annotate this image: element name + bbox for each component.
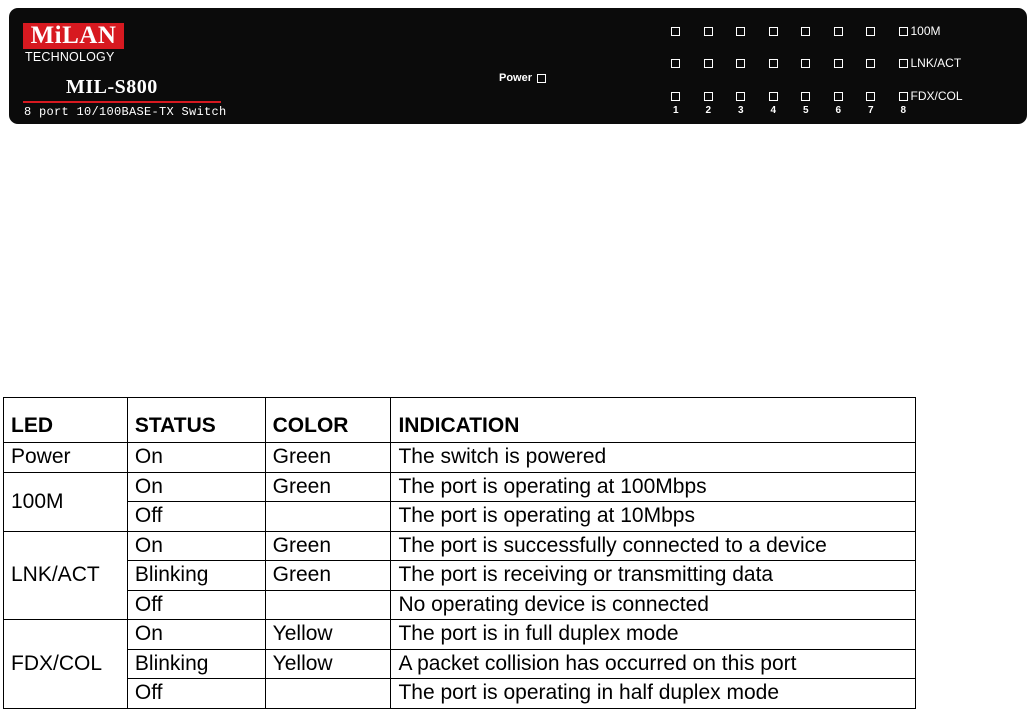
model-name: MIL-S800	[66, 76, 158, 98]
color-cell: Yellow	[265, 649, 391, 679]
indication-cell: The port is receiving or transmitting data	[391, 561, 916, 591]
status-cell: On	[127, 531, 265, 561]
led-row-lnk-act	[671, 56, 961, 70]
port-number: 5	[803, 105, 809, 116]
led-icon	[704, 92, 713, 101]
color-cell: Yellow	[265, 620, 391, 650]
led-icon	[801, 59, 810, 68]
led-icon	[801, 92, 810, 101]
table-row	[4, 502, 916, 532]
led-icon	[834, 92, 843, 101]
status-cell: Off	[127, 502, 265, 532]
indication-cell: A packet collision has occurred on this port	[391, 649, 916, 679]
indication-cell: The port is successfully connected to a device	[391, 531, 916, 561]
logo-tagline: TECHNOLOGY	[25, 50, 115, 64]
indication-cell: The switch is powered	[391, 443, 916, 473]
led-name-cell: FDX/COL	[4, 620, 128, 709]
port-number: 3	[738, 105, 744, 116]
indication-cell: The port is in full duplex mode	[391, 620, 916, 650]
led-icon	[704, 27, 713, 36]
led-icon	[866, 27, 875, 36]
table-row	[4, 590, 916, 620]
led-name-cell: LNK/ACT	[4, 531, 128, 620]
led-icon	[769, 27, 778, 36]
table-row	[4, 679, 916, 709]
led-icon	[671, 27, 680, 36]
status-cell: Off	[127, 679, 265, 709]
status-cell: On	[127, 472, 265, 502]
color-cell	[265, 590, 391, 620]
led-icon	[899, 92, 908, 101]
color-cell: Green	[265, 472, 391, 502]
led-icon	[736, 59, 745, 68]
status-cell: On	[127, 443, 265, 473]
power-label: Power	[499, 72, 533, 84]
led-icon	[704, 59, 713, 68]
color-cell: Green	[265, 531, 391, 561]
status-cell: Blinking	[127, 561, 265, 591]
led-row-100m	[671, 24, 941, 38]
led-row-fdx-col	[671, 89, 963, 103]
table-row	[4, 561, 916, 591]
port-number: 6	[835, 105, 842, 116]
led-icon	[736, 27, 745, 36]
led-name-cell: Power	[4, 443, 128, 473]
port-numbers	[671, 105, 931, 116]
indication-cell: The port is operating in half duplex mode	[391, 679, 916, 709]
status-cell: On	[127, 620, 265, 650]
color-cell: Green	[265, 443, 391, 473]
led-icon	[671, 92, 680, 101]
switch-description: 8 port 10/100BASE-TX Switch	[24, 105, 227, 119]
port-number: 7	[868, 105, 874, 116]
led-status-table	[3, 397, 916, 709]
led-row-label: LNK/ACT	[910, 56, 962, 70]
led-icon	[899, 27, 908, 36]
led-name-cell: 100M	[4, 472, 128, 531]
milan-logo: MiLAN	[23, 23, 124, 49]
led-icon	[801, 27, 810, 36]
power-led-icon	[537, 74, 546, 83]
table-row	[4, 531, 916, 561]
color-cell	[265, 502, 391, 532]
led-icon	[899, 59, 908, 68]
table-row	[4, 443, 916, 473]
port-number: 1	[673, 105, 679, 116]
led-icon	[671, 59, 680, 68]
red-divider	[23, 101, 221, 103]
led-icon	[866, 59, 875, 68]
header-color: COLOR	[265, 398, 391, 443]
port-number: 2	[705, 105, 712, 116]
power-indicator	[499, 72, 546, 84]
header-indication: INDICATION	[391, 398, 916, 443]
led-icon	[769, 92, 778, 101]
color-cell	[265, 679, 391, 709]
table-row	[4, 620, 916, 650]
indication-cell: The port is operating at 100Mbps	[391, 472, 916, 502]
indication-cell: No operating device is connected	[391, 590, 916, 620]
table-header-row	[4, 398, 916, 443]
port-number: 8	[900, 105, 907, 116]
led-icon	[736, 92, 745, 101]
port-number: 4	[770, 105, 777, 116]
header-status: STATUS	[127, 398, 265, 443]
status-cell: Off	[127, 590, 265, 620]
led-icon	[769, 59, 778, 68]
led-icon	[866, 92, 875, 101]
status-cell: Blinking	[127, 649, 265, 679]
indication-cell: The port is operating at 10Mbps	[391, 502, 916, 532]
switch-front-panel	[9, 8, 1027, 124]
table-row	[4, 472, 916, 502]
table-row	[4, 649, 916, 679]
led-icon	[834, 59, 843, 68]
led-row-label: FDX/COL	[910, 89, 963, 103]
color-cell: Green	[265, 561, 391, 591]
header-led: LED	[4, 398, 128, 443]
led-icon	[834, 27, 843, 36]
led-row-label: 100M	[910, 24, 941, 38]
